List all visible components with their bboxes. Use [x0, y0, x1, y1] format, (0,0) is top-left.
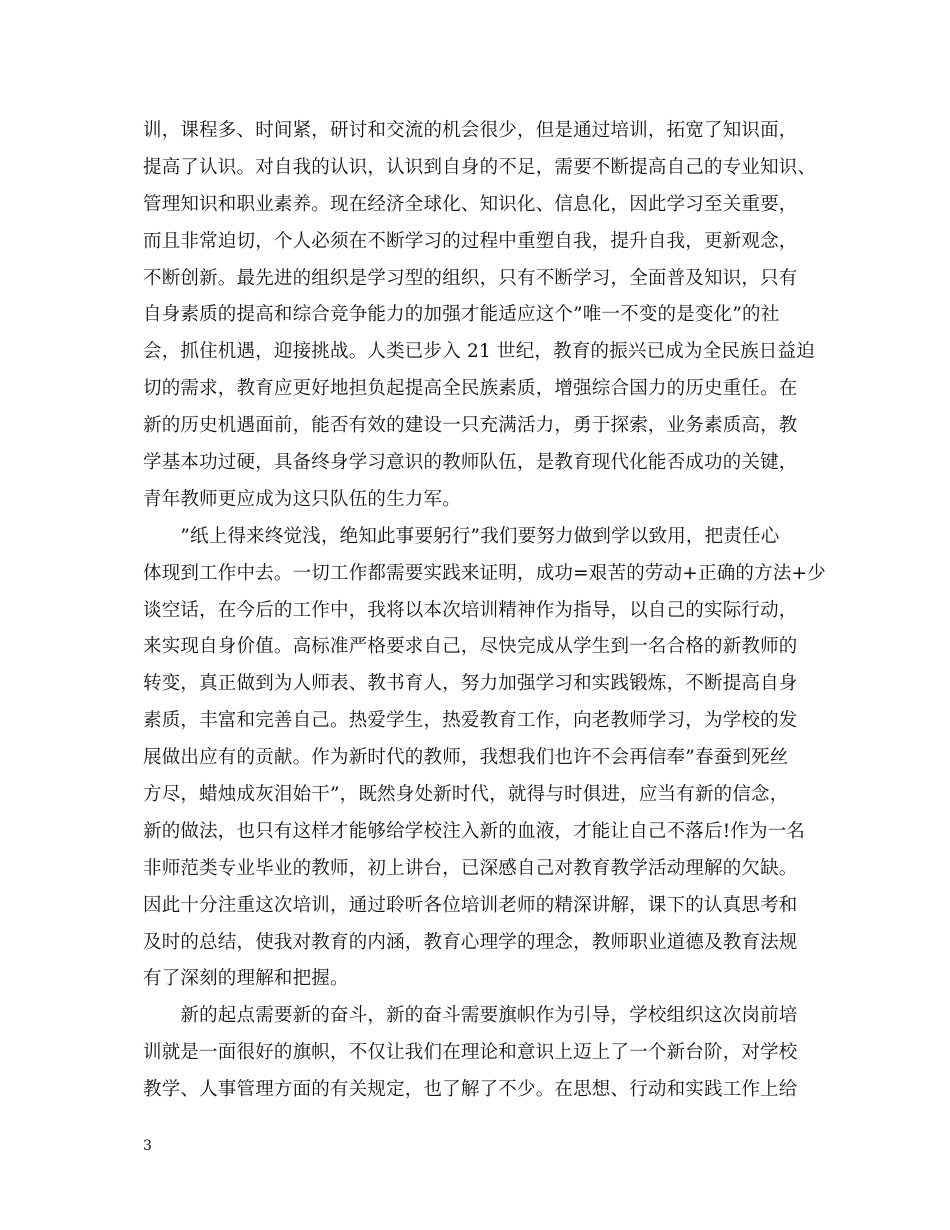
text-line: 谈空话，在今后的工作中，我将以本次培训精神作为指导，以自己的实际行动，: [143, 599, 798, 621]
text-line: 体现到工作中去。一切工作都需要实践来证明，成功=艰苦的劳动+正确的方法+少: [143, 562, 826, 584]
text-line: 会，抓住机遇，迎接挑战。人类已步入 21 世纪，教育的振兴已成为全民族日益迫: [143, 341, 815, 363]
text-line: 新的做法，也只有这样才能够给学校注入新的血液，才能让自己不落后!作为一名: [143, 820, 806, 842]
text-line: 方尽，蜡烛成灰泪始干”，既然身处新时代，就得与时俱进，应当有新的信念，: [143, 784, 789, 806]
text-line: 有了深刻的理解和把握。: [143, 968, 349, 990]
text-line: 来实现自身价值。高标准严格要求自己，尽快完成从学生到一名合格的新教师的: [143, 636, 798, 658]
text-line: 管理知识和职业素养。现在经济全球化、知识化、信息化，因此学习至关重要，: [143, 193, 798, 215]
text-line: 而且非常迫切，个人必须在不断学习的过程中重塑自我，提升自我，更新观念，: [143, 230, 798, 252]
text-line: 展做出应有的贡献。作为新时代的教师，我想我们也许不会再信奉”春蚕到死丝: [143, 747, 789, 769]
text-line: 新的历史机遇面前，能否有效的建设一只充满活力，勇于探索，业务素质高，教: [143, 415, 798, 437]
text-line: 新的起点需要新的奋斗，新的奋斗需要旗帜作为引导，学校组织这次岗前培: [143, 1005, 798, 1027]
text-line: 非师范类专业毕业的教师，初上讲台，已深感自己对教育教学活动理解的欠缺。: [143, 857, 798, 879]
text-line: 青年教师更应成为这只队伍的生力军。: [143, 488, 461, 510]
body-text: [143, 113, 843, 1109]
text-line: 训，课程多、时间紧，研讨和交流的机会很少，但是通过培训，拓宽了知识面，: [143, 120, 798, 141]
text-line: 学基本功过硬，具备终身学习意识的教师队伍，是教育现代化能否成功的关键，: [143, 452, 798, 474]
text-line: 转变，真正做到为人师表、教书育人，努力加强学习和实践锻炼，不断提高自身: [143, 673, 798, 695]
page-number: 3: [143, 1138, 152, 1154]
text-line: 提高了认识。对自我的认识，认识到自身的不足，需要不断提高自己的专业知识、: [143, 156, 817, 178]
text-line: 素质，丰富和完善自己。热爱学生，热爱教育工作，向老教师学习，为学校的发: [143, 710, 798, 732]
text-line: 因此十分注重这次培训，通过聆听各位培训老师的精深讲解，课下的认真思考和: [143, 894, 798, 916]
text-line: ”纸上得来终觉浅，绝知此事要躬行”我们要努力做到学以致用，把责任心: [143, 525, 780, 547]
text-line: 教学、人事管理方面的有关规定，也了解了不少。在思想、行动和实践工作上给: [143, 1079, 798, 1101]
text-line: 及时的总结，使我对教育的内涵，教育心理学的理念，教师职业道德及教育法规: [143, 931, 798, 953]
text-line: 训就是一面很好的旗帜，不仅让我们在理论和意识上迈上了一个新台阶，对学校: [143, 1042, 798, 1064]
text-line: 自身素质的提高和综合竞争能力的加强才能适应这个”唯一不变的是变化”的社: [143, 304, 780, 326]
text-line: 不断创新。最先进的组织是学习型的组织，只有不断学习，全面普及知识，只有: [143, 267, 798, 289]
text-line: 切的需求，教育应更好地担负起提高全民族素质，增强综合国力的历史重任。在: [143, 378, 798, 400]
